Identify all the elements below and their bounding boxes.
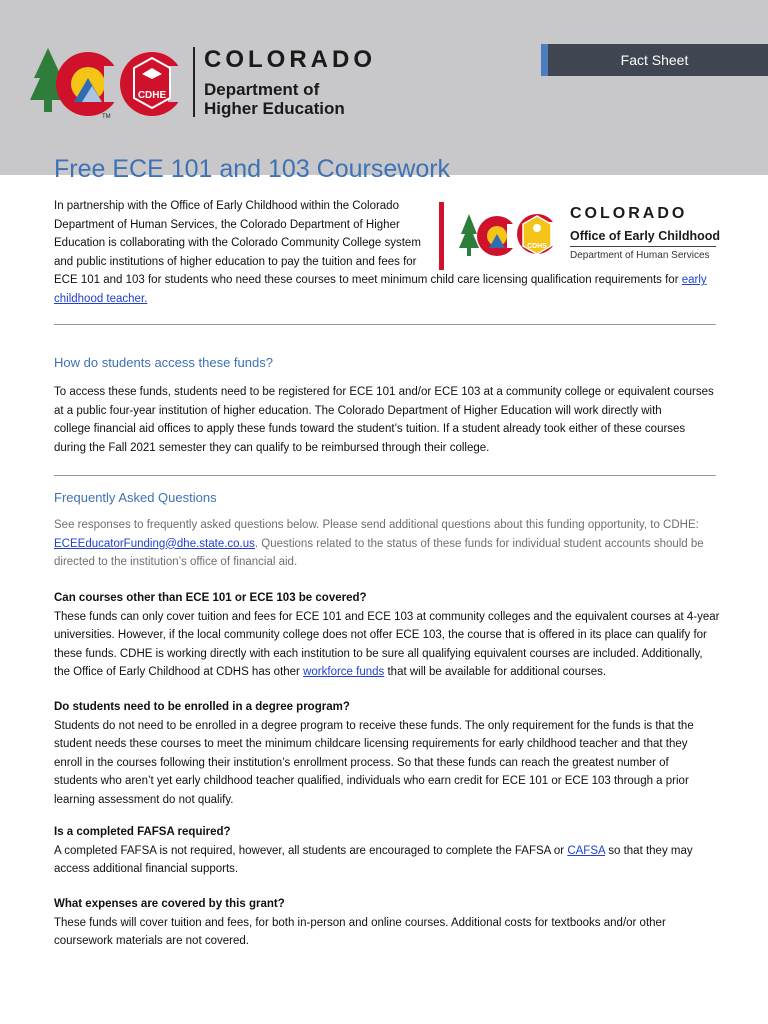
svg-text:TM: TM <box>102 114 111 120</box>
intro-paragraph: In partnership with the Office of Early Childhood within the Colorado Department of Human Services, the Colorado Department of Higher Education is collaborating with the Colorado Community College system and public institutions of higher education to pay the tuition and fees for ECE 101 and 103 for students who need these courses to meet minimum child care licensing qualification requirements for early childhood teacher. <box>54 200 707 305</box>
oec-logo-subtitle: Office of Early Childhood <box>570 229 721 243</box>
logo-divider <box>193 47 195 117</box>
cafsa-link[interactable]: CAFSA <box>567 844 606 857</box>
svg-text:CDHS: CDHS <box>527 243 547 250</box>
faq-intro: See responses to frequently asked questions below. Please send additional questions about this funding opportunity, to CDHE: ECEEducatorFunding@dhe.state.co.us. Questions related to the status of these funds for individual student accounts should be directed to the institution’s office of financial aid. <box>54 519 704 568</box>
brand-sub-line2: Higher Education <box>204 99 345 118</box>
faq-question: Is a completed FAFSA required? <box>54 826 231 838</box>
svg-text:CDHE: CDHE <box>137 90 167 101</box>
brand-title: COLORADO <box>204 46 376 73</box>
early-childhood-teacher-link-cont[interactable]: childhood teacher. <box>54 292 148 305</box>
access-paragraph: To access these funds, students need to be registered for ECE 101 and/or ECE 103 at a community college or equivalent courses at a public four-year institution of higher education. The Colorado Department of Higher Education will work directly with college financial aid offices to apply these funds toward the student’s tuition. If a student already took either of these courses during the Fall 2021 semester they can qualify to be reimbursed through their college. <box>54 386 714 454</box>
brand-sub-line1: Department of <box>204 80 320 99</box>
faq-question: What expenses are covered by this grant? <box>54 898 285 910</box>
workforce-funds-link[interactable]: workforce funds <box>303 666 385 678</box>
faq-question: Can courses other than ECE 101 or ECE 103 be covered? <box>54 592 367 604</box>
faq-item-degree: Do students need to be enrolled in a degree program? Students do not need to be enrolled in a degree program to receive these funds. The only requirement for the funds is that the student needs these courses to meet the minimum childcare licensing requirements for early childhood teacher and that they enroll in the courses following their institution’s enrollment process. So that these funds can reach the greatest number of students who aren’t yet early childhood teacher qualified, individuals who earn credit for ECE 101 or ECE 103 through a prior learning assessment do not qualify. <box>54 698 716 809</box>
faq-question: Do students need to be enrolled in a degree program? <box>54 701 350 713</box>
faq-item-courses: Can courses other than ECE 101 or ECE 103 be covered? These funds can only cover tuition and fees for ECE 101 and ECE 103 at community colleges and the equivalent courses at 4-year universities. However, if the local community college does not offer ECE 103, the course that is offered in its place can qualify for these funds. CDHE is working directly with each institution to be sure all qualifying equivalent courses are included. Additionally, the Office of Early Childhood at CDHS has other workforce funds that will be available for additional courses. <box>54 589 716 682</box>
access-heading: How do students access these funds? <box>54 355 273 370</box>
email-link[interactable]: ECEEducatorFunding@dhe.state.co.us <box>54 537 255 550</box>
faq-item-fafsa: Is a completed FAFSA required? A completed FAFSA is not required, however, all students are encouraged to complete the FAFSA or CAFSA so that they may access additional financial supports. <box>54 823 716 879</box>
oec-logo-dept: Department of Human Services <box>570 250 710 261</box>
faq-item-expenses: What expenses are covered by this grant? These funds will cover tuition and fees, for both in-person and online courses. Additional costs for textbooks and/or other coursework materials are not covered. <box>54 895 716 951</box>
early-childhood-teacher-link[interactable]: early <box>681 274 707 286</box>
section-divider <box>54 475 716 476</box>
faq-heading: Frequently Asked Questions <box>54 490 217 505</box>
oec-logo-title: COLORADO <box>570 205 688 222</box>
brand-subtitle <box>204 80 345 118</box>
fact-sheet-tab: Fact Sheet <box>541 44 768 76</box>
cdhe-logo <box>30 44 190 120</box>
section-divider <box>54 324 716 325</box>
page-title: Free ECE 101 and 103 Coursework <box>54 155 451 183</box>
